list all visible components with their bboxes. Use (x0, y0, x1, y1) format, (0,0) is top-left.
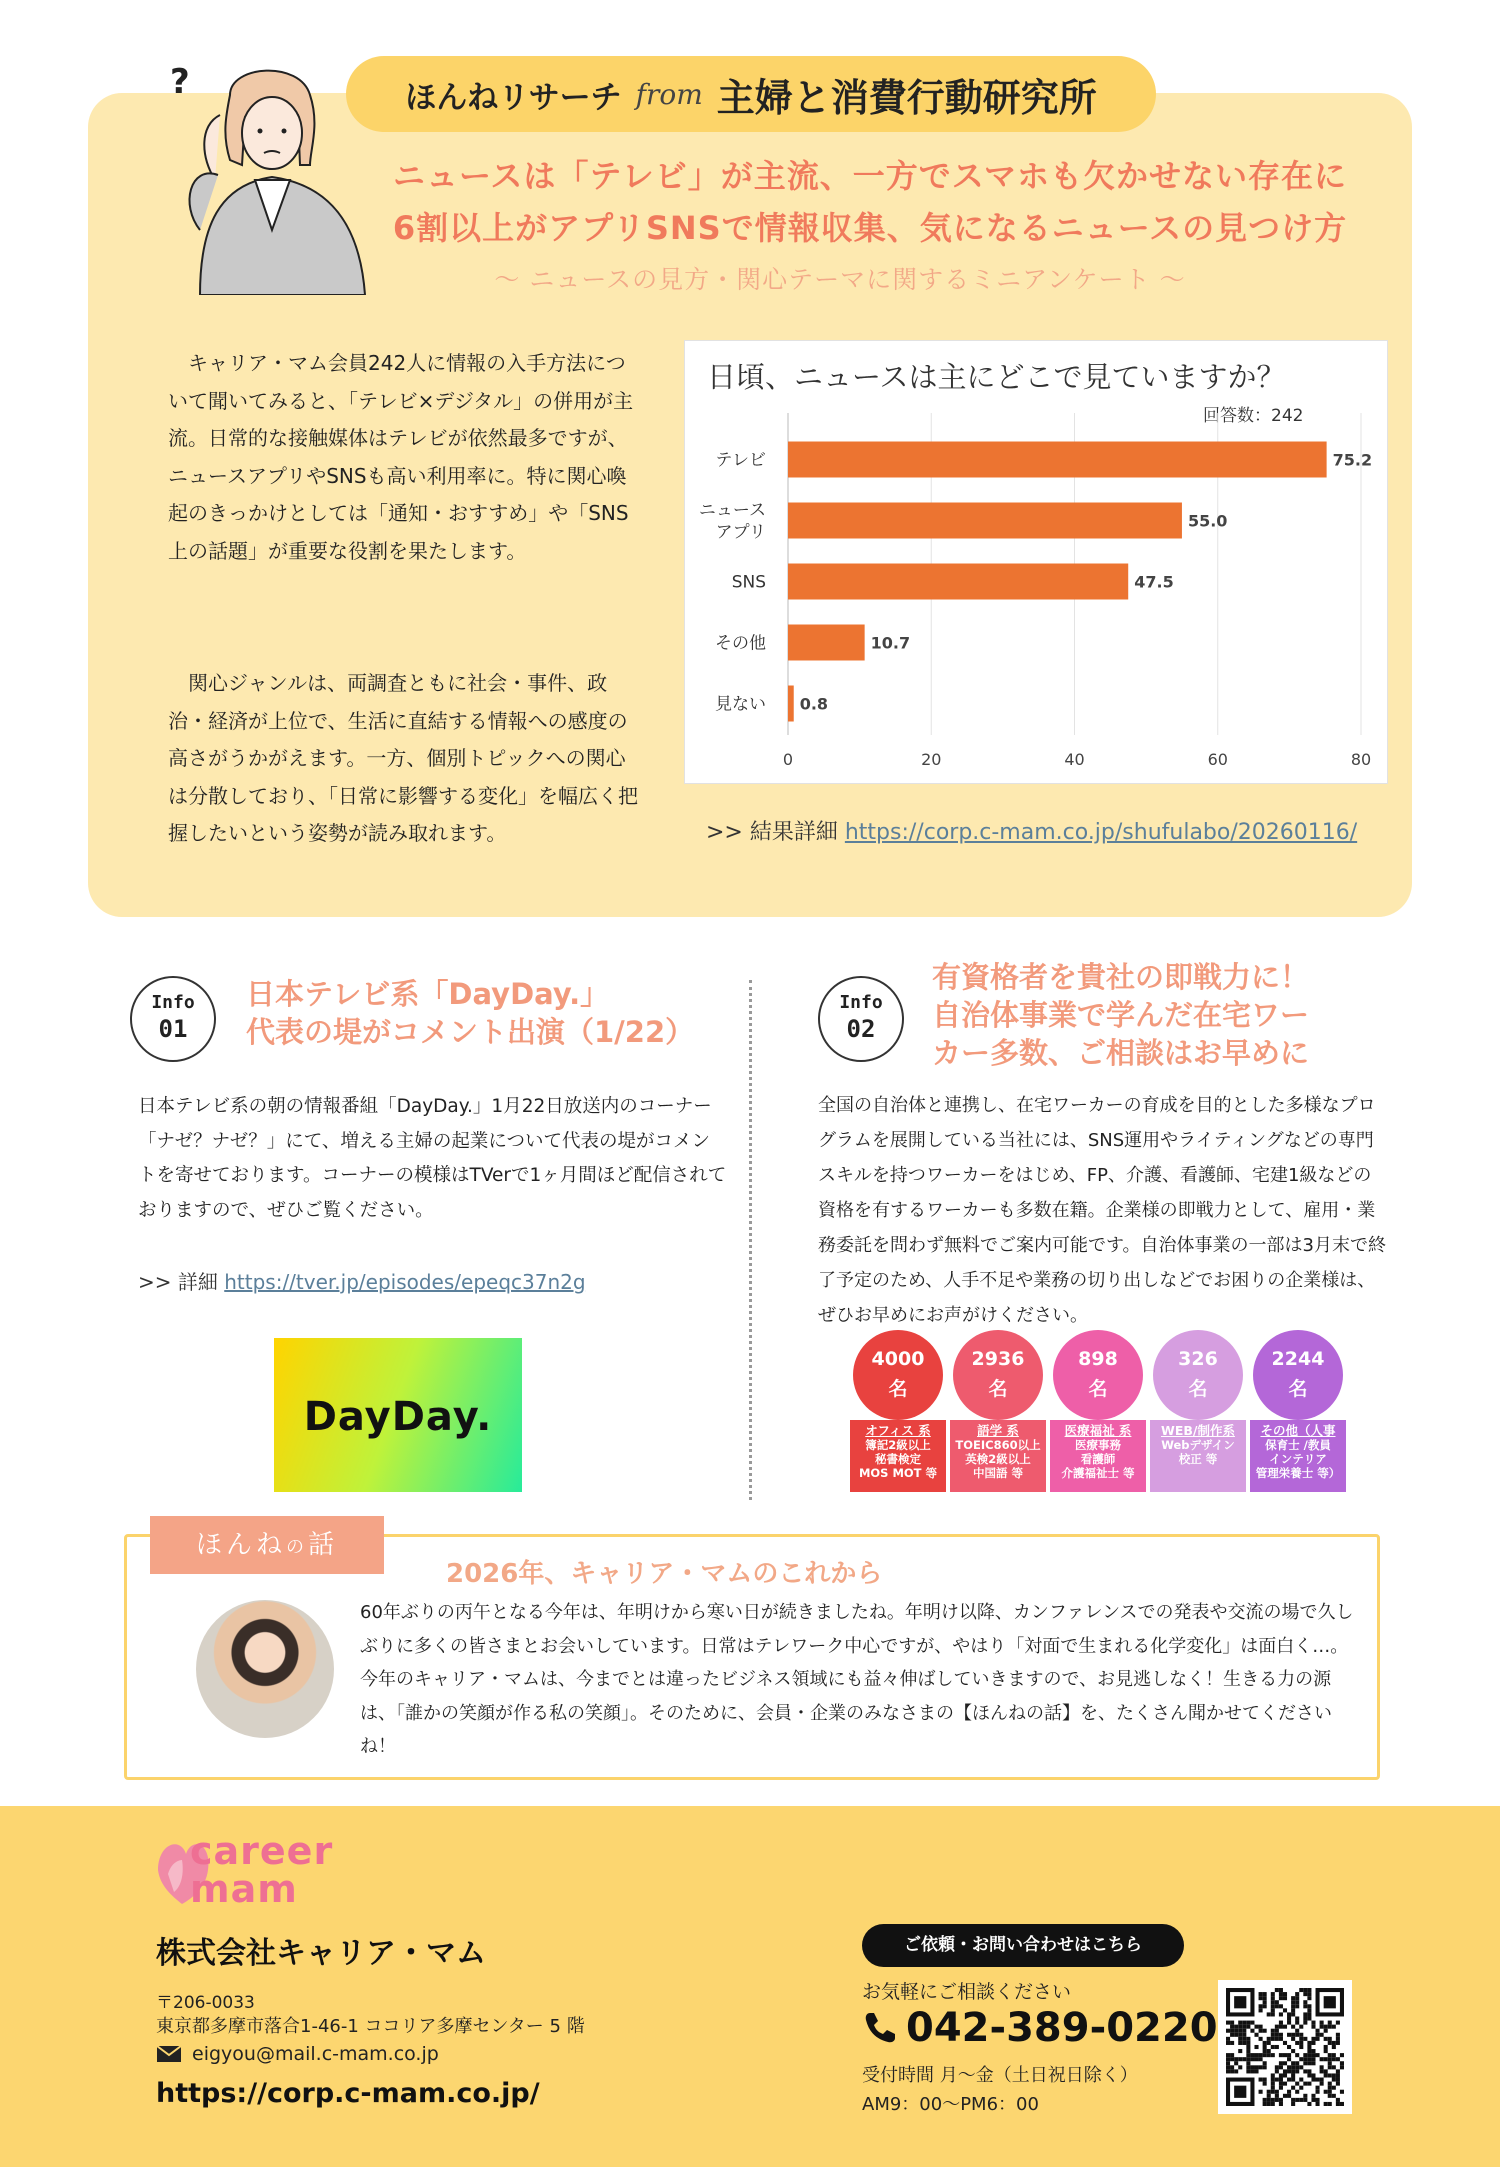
company-address: 東京都多摩市落合1-46-1 ココリア多摩センター 5 階 (156, 2016, 585, 2037)
stat-category: オフィス 系 (865, 1423, 931, 1438)
headline-line-2: 6割以上がアプリSNSで情報収集、気になるニュースの見つけ方 (392, 209, 1348, 247)
business-hours-time: AM9：00〜PM6：00 (862, 2094, 1039, 2115)
honne-title: 2026年、キャリア・マムのこれから (446, 1559, 883, 1589)
chart-category-label: その他 (715, 633, 766, 654)
stat-unit: 名 (988, 1378, 1008, 1400)
info-01-title (246, 975, 726, 1051)
info-01-title-line-2: 代表の堤がコメント出演（1/22） (246, 1015, 695, 1049)
stat-circle (853, 1330, 943, 1420)
headline-line-1: ニュースは「テレビ」が主流、一方でスマホも欠かせない存在に (392, 157, 1348, 195)
stat-detail: 保育士 /教員 (1265, 1438, 1331, 1452)
result-detail-prefix: >> 結果詳細 (706, 820, 845, 845)
logo-line-mam: mam (190, 1867, 298, 1911)
svg-text:?: ? (170, 62, 190, 102)
stat-lower (950, 1420, 1046, 1492)
contact-subtext: お気軽にご相談ください (862, 1981, 1072, 2003)
stat-detail: 医療事務 (1075, 1438, 1121, 1452)
stat-detail: 秘書検定 (875, 1452, 921, 1466)
chart-tick-label: 0 (782, 750, 794, 769)
bar-chart-svg (685, 341, 1389, 785)
stat-lower (850, 1420, 946, 1492)
header-label-institute: 主婦と消費行動研究所 (716, 75, 1097, 120)
info-02-title-line-3: カー多数、ご相談はお早めに (932, 1036, 1310, 1070)
result-detail-row (706, 815, 1357, 846)
chart-data-label: 75.2 (1332, 450, 1373, 470)
info-01-detail-prefix: >> 詳細 (138, 1270, 225, 1294)
chart-data-label: 47.5 (1134, 572, 1174, 592)
stat-unit: 名 (1088, 1378, 1108, 1400)
stat-unit: 名 (1288, 1378, 1308, 1400)
stat-count: 898 (1078, 1348, 1118, 1370)
stat-language (950, 1328, 1046, 1492)
stat-detail: 英検2級以上 (965, 1452, 1031, 1466)
chart-data-label: 55.0 (1187, 511, 1228, 531)
worker-stats (850, 1328, 1360, 1492)
mail-icon (156, 2045, 182, 2063)
phone-row (862, 2005, 1218, 2051)
stat-office (850, 1328, 946, 1492)
phone-icon (862, 2010, 898, 2046)
honne-text: 60年ぶりの丙午となる今年は、年明けから寒い日が続きましたね。年明け以降、カンファレンスでの発表や交流の場で久しぶりに多くの皆さまとお会いしています。日常はテレワーク中心ですが、やはり「対面で生まれる化学変化」は面白く…。今年のキャリア・マムは、今までとは違ったビジネス領域にも益々伸ばしていきますので、お見逃しなく！生きる力の源は、「誰かの笑顔が作る私の笑顔」。そのために、会員・企業のみなさまの【ほんねの話】を、たくさん聞かせてくださいね！ (360, 1602, 1354, 1757)
honne-tab-no: の (286, 1537, 308, 1558)
chart-category-label: ニュース (698, 500, 766, 521)
research-paragraph-1: キャリア・マム会員242人に情報の入手方法について聞いてみると、「テレビ×デジタル」の併用が主流。日常的な接触媒体はテレビが依然最多ですが、ニュースアプリやSNSも高い利用率に。特に関心喚起のきっかけとしては「通知・おすすめ」や「SNS上の話題」が重要な役割を果たします。 (168, 351, 634, 563)
dayday-logo-text: DayDay. (303, 1394, 493, 1440)
chart-category-label: SNS (731, 572, 766, 593)
info-badge-label: Info (151, 992, 195, 1013)
stat-unit: 名 (888, 1378, 908, 1400)
dayday-logo (274, 1338, 522, 1492)
chart-category-label: 見ない (715, 694, 766, 715)
info-01-text: 日本テレビ系の朝の情報番組「DayDay.」1月22日放送内のコーナー「ナゼ？ナゼ？」にて、増える主婦の起業について代表の堤がコメントを寄せております。コーナーの模様はTVerで1ヶ月間ほど配信されておりますので、ぜひご覧ください。 (138, 1096, 727, 1221)
research-paragraph-2: 関心ジャンルは、両調査ともに社会・事件、政治・経済が上位で、生活に直結する情報への感度の高さがうかがえます。一方、個別トピックへの関心は分散しており、「日常に影響する変化」を幅広く把握したいという姿勢が読み取れます。 (168, 671, 638, 845)
stat-other (1250, 1328, 1346, 1492)
info-badge-number: 02 (846, 1015, 876, 1043)
info-02-title-line-2: 自治体事業で学んだ在宅ワー (932, 998, 1310, 1032)
email-row (156, 2043, 439, 2065)
info-badge-number: 01 (158, 1015, 188, 1043)
honne-tab-hanashi: 話 (308, 1530, 339, 1560)
info-02-text: 全国の自治体と連携し、在宅ワーカーの育成を目的とした多様なプログラムを展開している当社には、SNS運用やライティングなどの専門スキルを持つワーカーをはじめ、FP、介護、看護師、宅建1級などの資格を有するワーカーも多数在籍。企業様の即戦力として、雇用・業務委託を問わず無料でご案内可能です。自治体事業の一部は3月末で終了予定のため、人手不足や業務の切り出しなどでお困りの企業様は、ぜひお早めにお声がけください。 (818, 1095, 1387, 1326)
honne-tab (150, 1516, 384, 1574)
stat-circle (1053, 1330, 1143, 1420)
stat-circle (953, 1330, 1043, 1420)
subheadline: 〜 ニュースの見方・関心テーマに関するミニアンケート 〜 (494, 265, 1186, 294)
chart-bar (788, 625, 865, 661)
chart-bar (788, 503, 1182, 539)
stat-category: 医療福祉 系 (1064, 1423, 1132, 1438)
stat-lower (1250, 1420, 1346, 1492)
news-source-chart (684, 340, 1388, 784)
chart-data-label: 10.7 (870, 633, 911, 653)
result-detail-link[interactable]: https://corp.c-mam.co.jp/shufulabo/20260116/ (844, 820, 1358, 845)
logo-line-career: career (190, 1829, 334, 1873)
author-photo (196, 1600, 334, 1738)
stat-detail: 中国語 等 (972, 1466, 1023, 1480)
stat-detail: 管理栄養士 等） (1255, 1466, 1341, 1480)
info-01-title-line-1: 日本テレビ系「DayDay.」 (246, 977, 610, 1011)
stat-medical (1050, 1328, 1146, 1492)
phone-number[interactable]: 042-389-0220 (906, 2005, 1218, 2051)
business-hours-days: 受付時間 月〜金（土日祝日除く） (862, 2065, 1138, 2086)
stat-detail: 介護福祉士 等 (1061, 1466, 1135, 1480)
chart-respondent-count: 回答数：242 (1203, 406, 1304, 426)
chart-title: 日頃、ニュースは主にどこで見ていますか？ (707, 360, 1286, 394)
column-divider (749, 980, 752, 1500)
stat-detail: MOS MOT 等 (858, 1466, 938, 1480)
chart-bar (788, 686, 794, 722)
stat-count: 2936 (971, 1348, 1025, 1370)
research-header-pill (346, 56, 1156, 132)
info-badge-label: Info (839, 992, 883, 1013)
chart-tick-label: 60 (1207, 750, 1228, 769)
stat-lower (1150, 1420, 1246, 1492)
info-01-detail-row (138, 1266, 586, 1295)
info-02-title (932, 958, 1362, 1072)
chart-category-label: テレビ (715, 450, 766, 471)
stat-count: 326 (1178, 1348, 1218, 1370)
info-01-badge (130, 976, 216, 1062)
chart-data-label: 0.8 (799, 694, 829, 714)
chart-bar (788, 442, 1327, 478)
stat-circle (1153, 1330, 1243, 1420)
stat-unit: 名 (1188, 1378, 1208, 1400)
stat-detail: TOEIC860以上 (955, 1438, 1041, 1452)
stat-detail: 簿記2級以上 (865, 1438, 931, 1452)
chart-bar (788, 564, 1128, 600)
stat-detail: インテリア (1269, 1452, 1327, 1466)
stat-count: 2244 (1271, 1348, 1325, 1370)
stat-count: 4000 (871, 1348, 925, 1370)
stat-detail: 校正 等 (1178, 1452, 1218, 1466)
chart-category-label: アプリ (715, 522, 766, 543)
email-address[interactable]: eigyou@mail.c-mam.co.jp (192, 2043, 439, 2065)
stat-web (1150, 1328, 1246, 1492)
stat-category: 語学 系 (977, 1423, 1019, 1438)
chart-tick-label: 20 (921, 750, 942, 769)
stat-lower (1050, 1420, 1146, 1492)
stat-detail: Webデザイン (1161, 1438, 1235, 1452)
company-name: 株式会社キャリア・マム (156, 1936, 486, 1971)
career-mam-logo-text (190, 1829, 334, 1911)
info-02-badge (818, 976, 904, 1062)
website-url[interactable]: https://corp.c-mam.co.jp/ (156, 2078, 540, 2109)
header-label-from: from (635, 77, 703, 111)
tver-episode-link[interactable]: https://tver.jp/episodes/epeqc37n2g (224, 1270, 586, 1294)
contact-label: ご依頼・お問い合わせはこちら (862, 1924, 1184, 1967)
info-02-title-line-1: 有資格者を貴社の即戦力に！ (932, 960, 1310, 994)
stat-detail: 看護師 (1080, 1452, 1116, 1466)
chart-tick-label: 40 (1064, 750, 1085, 769)
chart-tick-label: 80 (1350, 750, 1372, 769)
header-label-honne-research: ほんねリサーチ (405, 79, 622, 116)
stat-category: その他（人事 (1260, 1423, 1336, 1438)
postal-code: 〒206-0033 (156, 1993, 255, 2013)
qr-code[interactable] (1218, 1980, 1352, 2114)
qr-code-icon (1226, 1988, 1344, 2106)
honne-tab-honne: ほんね (195, 1530, 286, 1560)
stat-category: WEB/制作系 (1161, 1423, 1235, 1438)
stat-circle (1253, 1330, 1343, 1420)
